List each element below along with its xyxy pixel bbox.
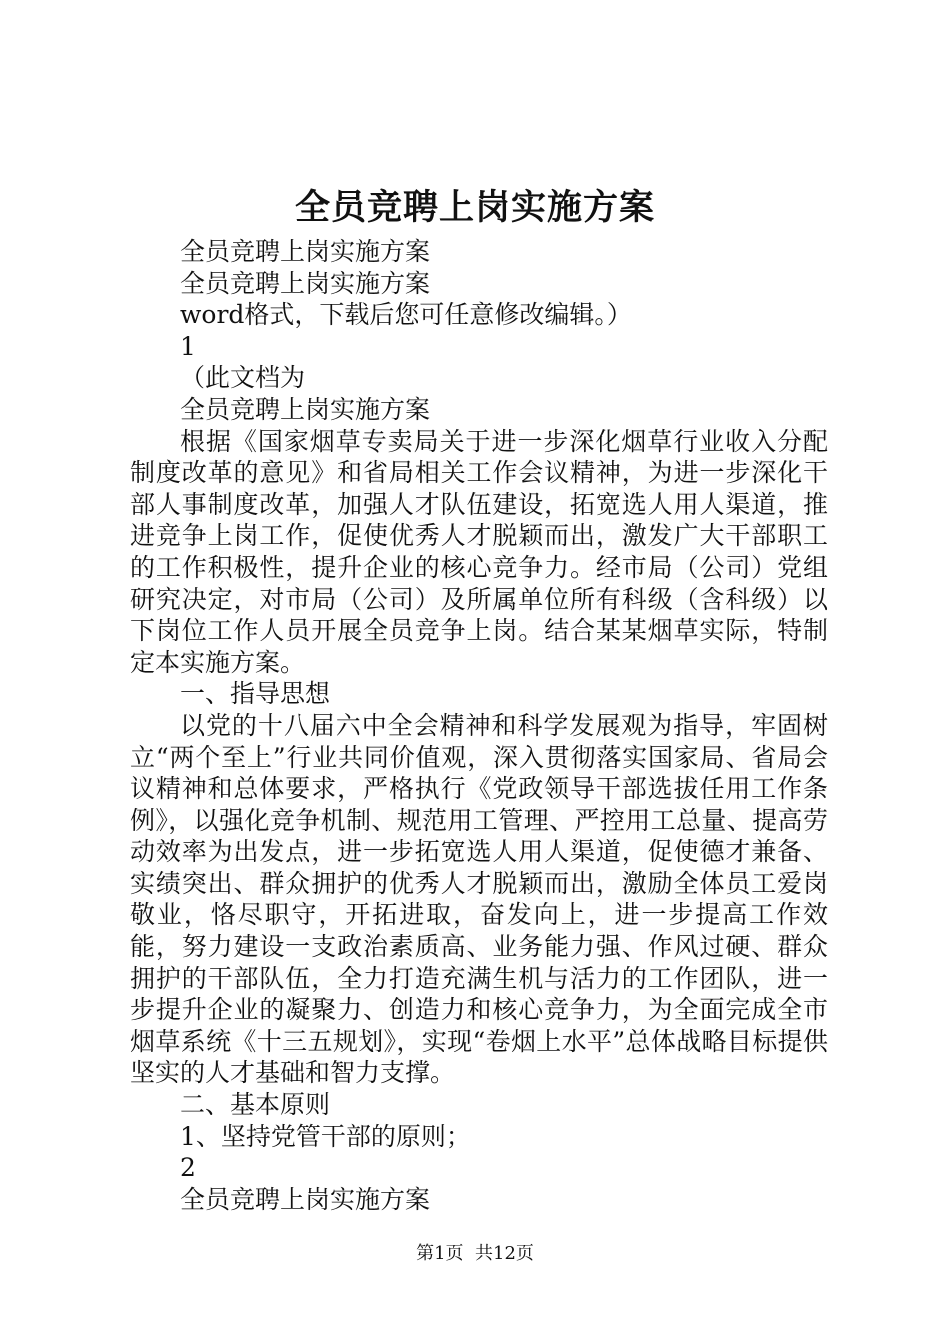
text-line: 1: [180, 331, 196, 361]
document-title: 全员竞聘上岗实施方案: [294, 187, 655, 228]
text-line: 全员竞聘上岗实施方案: [180, 237, 431, 266]
page-footer: [0, 1242, 950, 1266]
page-marker: 2: [180, 1153, 196, 1183]
text-line: 全员竞聘上岗实施方案: [180, 268, 431, 298]
document-body: [130, 236, 828, 1215]
page-total: 共12页: [475, 1243, 534, 1264]
text-line: 全员竞聘上岗实施方案: [180, 1184, 431, 1214]
section-heading-guiding-ideology: 一、指导思想: [180, 679, 331, 709]
paragraph-guiding-ideology: 以党的十八届六中全会精神和科学发展观为指导，牢固树立“两个至上”行业共同价值观，深入贯彻落实国家局、省局会议精神和总体要求，严格执行《党政领导干部选拔任用工作条例》，以强化竞争机制、规范用工管理、严控用工总量、提高劳动效率为出发点，进一步拓宽选人用人渠道，促使德才兼备、实绩突出、群众拥护的优秀人才脱颖而出，激励全体员工爱岗敬业，恪尽职守，开拓进取，奋发向上，进一步提高工作效能，努力建设一支政治素质高、业务能力强、作风过硬、群众拥护的干部队伍，全力打造充满生机与活力的工作团队，进一步提升企业的凝聚力、创造力和核心竞争力，为全面完成全市烟草系统《十三五规划》，实现“卷烟上水平”总体战略目标提供坚实的人才基础和智力支撑。: [130, 710, 828, 1088]
text-line: 全员竞聘上岗实施方案: [180, 394, 431, 424]
section-heading-basic-principles: 二、基本原则: [180, 1090, 331, 1120]
text-line: （此文档为: [180, 363, 306, 393]
page-number: 第1页: [416, 1243, 464, 1264]
principle-item-1: 1、坚持党管干部的原则；: [180, 1121, 471, 1151]
paragraph-basis: 根据《国家烟草专卖局关于进一步深化烟草行业收入分配制度改革的意见》和省局相关工作会议精神，为进一步深化干部人事制度改革，加强人才队伍建设，拓宽选人用人渠道，推进竞争上岗工作，促使优秀人才脱颖而出，激发广大干部职工的工作积极性，提升企业的核心竞争力。经市局（公司）党组研究决定，对市局（公司）及所属单位所有科级（含科级）以下岗位工作人员开展全员竞争上岗。结合某某烟草实际，特制定本实施方案。: [130, 426, 828, 677]
text-line: word格式，下载后您可任意修改编辑。）: [180, 300, 632, 330]
